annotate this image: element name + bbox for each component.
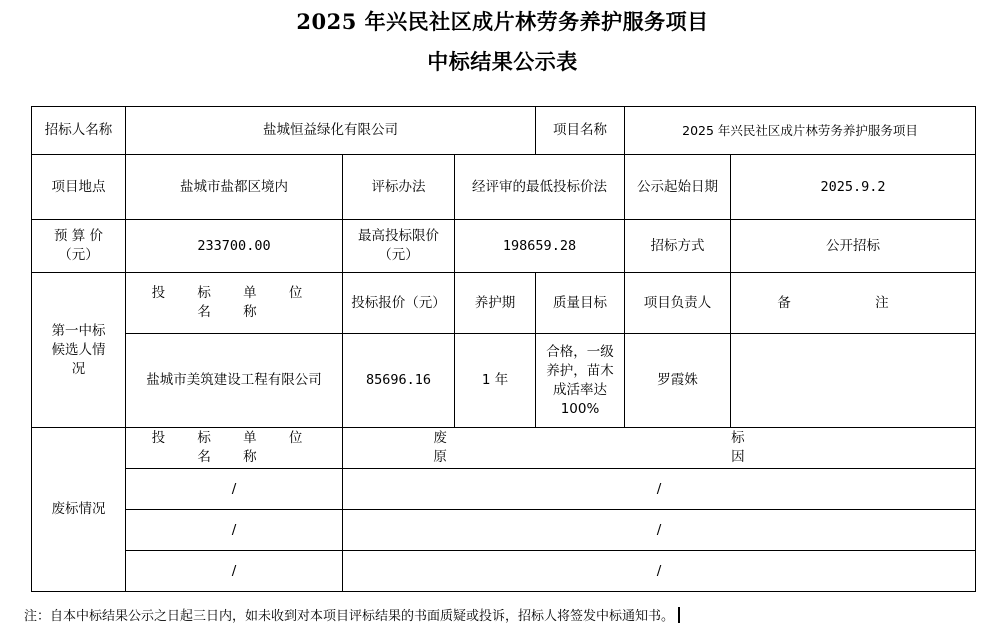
rejected-reason: / [343,510,976,551]
candidate-remarks [731,334,976,428]
tenderer-row [32,107,976,155]
rejected-row [32,469,976,510]
project-name-label: 项目名称 [536,107,625,155]
rejected-header-bidder: 投 标 单 位 名 称 [126,428,343,469]
pub-start-value: 2025.9.2 [731,155,976,220]
rejected-header-reason: 废 标 原 因 [343,428,976,469]
budget-row [32,220,976,273]
max-price-label: 最高投标限价（元） [343,220,455,273]
eval-method-value: 经评审的最低投标价法 [455,155,625,220]
candidate-price: 85696.16 [343,334,455,428]
candidate-header-manager: 项目负责人 [625,273,731,334]
document-subtitle: 中标结果公示表 [427,49,578,74]
location-value: 盐城市盐都区境内 [126,155,343,220]
rejected-row [32,551,976,592]
bid-method-label: 招标方式 [625,220,731,273]
candidate-header-remarks: 备 注 [731,273,976,334]
candidate-header-row [32,273,976,334]
text-cursor [678,607,680,623]
candidate-manager: 罗霞姝 [625,334,731,428]
footnote [24,605,680,624]
tenderer-value: 盐城恒益绿化有限公司 [126,107,536,155]
candidate-header-quality: 质量目标 [536,273,625,334]
candidate-period: 1 年 [455,334,536,428]
candidate-section-label: 第一中标候选人情况 [32,273,126,428]
budget-value: 233700.00 [126,220,343,273]
max-price-value: 198659.28 [455,220,625,273]
rejected-bidder: / [126,551,343,592]
candidate-bidder: 盐城市美筑建设工程有限公司 [126,334,343,428]
budget-label: 预 算 价（元） [32,220,126,273]
candidate-header-period: 养护期 [455,273,536,334]
location-label: 项目地点 [32,155,126,220]
candidate-quality: 合格，一级养护，苗木成活率达100% [536,334,625,428]
pub-start-label: 公示起始日期 [625,155,731,220]
bid-method-value: 公开招标 [731,220,976,273]
footnote-text: 注：自本中标结果公示之日起三日内，如未收到对本项目评标结果的书面质疑或投诉，招标人将签发中标通知书。 [24,609,675,624]
rejected-row [32,510,976,551]
rejected-bidder: / [126,510,343,551]
document-title: 2025 年兴民社区成片林劳务养护服务项目 [296,9,709,34]
project-name-value: 2025 年兴民社区成片林劳务养护服务项目 [625,107,976,155]
rejected-bidder: / [126,469,343,510]
rejected-section-label: 废标情况 [32,428,126,592]
candidate-header-bidder: 投 标 单 位 名 称 [126,273,343,334]
candidate-header-price: 投标报价（元） [343,273,455,334]
rejected-header-row [32,428,976,469]
rejected-reason: / [343,551,976,592]
location-row [32,155,976,220]
eval-method-label: 评标办法 [343,155,455,220]
rejected-reason: / [343,469,976,510]
tenderer-label: 招标人名称 [32,107,126,155]
result-table [31,106,976,592]
candidate-row [32,334,976,428]
